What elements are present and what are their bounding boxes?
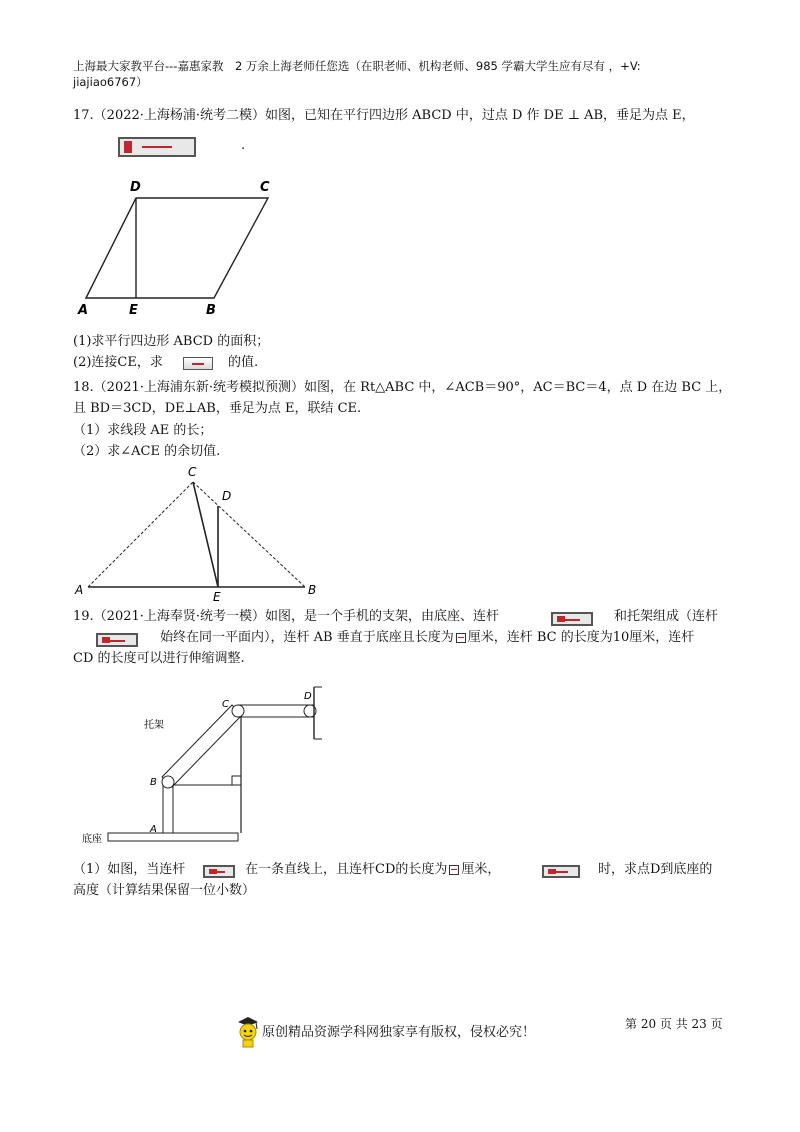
q17-label-A: A bbox=[78, 303, 89, 318]
q19-intro-a: 19.（2021·上海奉贤·统考一模）如图，是一个手机的支架，由底座、连杆 bbox=[73, 609, 500, 624]
q17-part2-b: 的值. bbox=[228, 355, 259, 370]
q19-intro-b1: 始终在同一平面内），连杆 AB 垂直于底座且长度为 厘米，连杆 BC 的长度为10厘米，连杆 bbox=[160, 630, 695, 645]
q18-triangle-figure bbox=[70, 462, 330, 607]
q17-formula-image bbox=[118, 137, 196, 157]
q17-dot: . bbox=[241, 138, 246, 153]
q19-intro-c: CD 的长度可以进行伸缩调整. bbox=[73, 651, 245, 666]
q17-label-C: C bbox=[260, 180, 270, 195]
q17-part1: (1)求平行四边形 ABCD 的面积； bbox=[73, 334, 270, 349]
q19-formula-3 bbox=[456, 633, 466, 643]
q18-label-B: B bbox=[308, 583, 317, 597]
q19-label-tuojia: 托架 bbox=[144, 720, 164, 731]
q18-label-C: C bbox=[188, 465, 197, 479]
q19-part1-e: 高度（计算结果保留一位小数） bbox=[73, 883, 256, 898]
q19-formula-2 bbox=[96, 633, 138, 647]
q17-label-E: E bbox=[129, 303, 138, 318]
q18-part2: （2）求∠ACE 的余切值. bbox=[73, 444, 221, 459]
q17-intro: 17.（2022·上海杨浦·统考二模）如图，已知在平行四边形 ABCD 中，过点 D 作 DE ⊥ AB，垂足为点 E， bbox=[73, 108, 695, 123]
q19-label-B: B bbox=[150, 777, 157, 788]
q19-label-dizuo: 底座 bbox=[82, 834, 102, 845]
q18-label-E: E bbox=[213, 590, 221, 604]
q19-part1-formula-1 bbox=[203, 865, 235, 878]
q17-part2-formula bbox=[183, 357, 213, 370]
q19-label-C: C bbox=[222, 699, 229, 710]
header-line-1: 上海最大家教平台---嘉惠家教 2 万余上海老师任您选（在职老师、机构老师、985 学霸大学生应有尽有 ，+V: bbox=[73, 59, 641, 73]
q19-label-A: A bbox=[150, 824, 157, 835]
q19-part1-formula-2 bbox=[449, 865, 459, 875]
q19-part1-formula-3 bbox=[542, 865, 580, 878]
q18-label-A: A bbox=[75, 583, 84, 597]
q18-intro-b: 且 BD＝3CD，DE⊥AB，垂足为点 E，联结 CE. bbox=[73, 401, 362, 416]
q18-intro-a: 18.（2021·上海浦东新·统考模拟预测）如图，在 Rt△ABC 中，∠ACB＝90°，AC＝BC＝4，点 D 在边 BC 上， bbox=[73, 380, 732, 395]
footer-copyright: 原创精品资源学科网独家享有版权，侵权必究！ bbox=[262, 1025, 536, 1040]
q19-intro-a2: 和托架组成（连杆 bbox=[614, 609, 719, 624]
q18-label-D: D bbox=[222, 489, 232, 503]
q19-formula-1 bbox=[551, 612, 593, 626]
q19-label-D: D bbox=[304, 691, 312, 702]
mascot-icon bbox=[236, 1016, 260, 1048]
q19-stand-figure bbox=[80, 685, 330, 845]
q19-part1-d: 时，求点D到底座的 bbox=[598, 862, 713, 877]
q19-part1-a: （1）如图，当连杆 bbox=[73, 862, 186, 877]
q17-label-D: D bbox=[130, 180, 141, 195]
footer-page-number: 第 20 页 共 23 页 bbox=[625, 1017, 723, 1031]
q18-part1: （1）求线段 AE 的长； bbox=[73, 423, 213, 438]
header-line-2: jiajiao6767） bbox=[73, 75, 148, 89]
q17-parallelogram-figure bbox=[70, 176, 290, 321]
q17-label-B: B bbox=[206, 303, 216, 318]
q19-part1-b: 在一条直线上，且连杆CD的长度为 厘米， bbox=[245, 862, 501, 877]
q17-part2-a: (2)连接CE，求 bbox=[73, 355, 163, 370]
